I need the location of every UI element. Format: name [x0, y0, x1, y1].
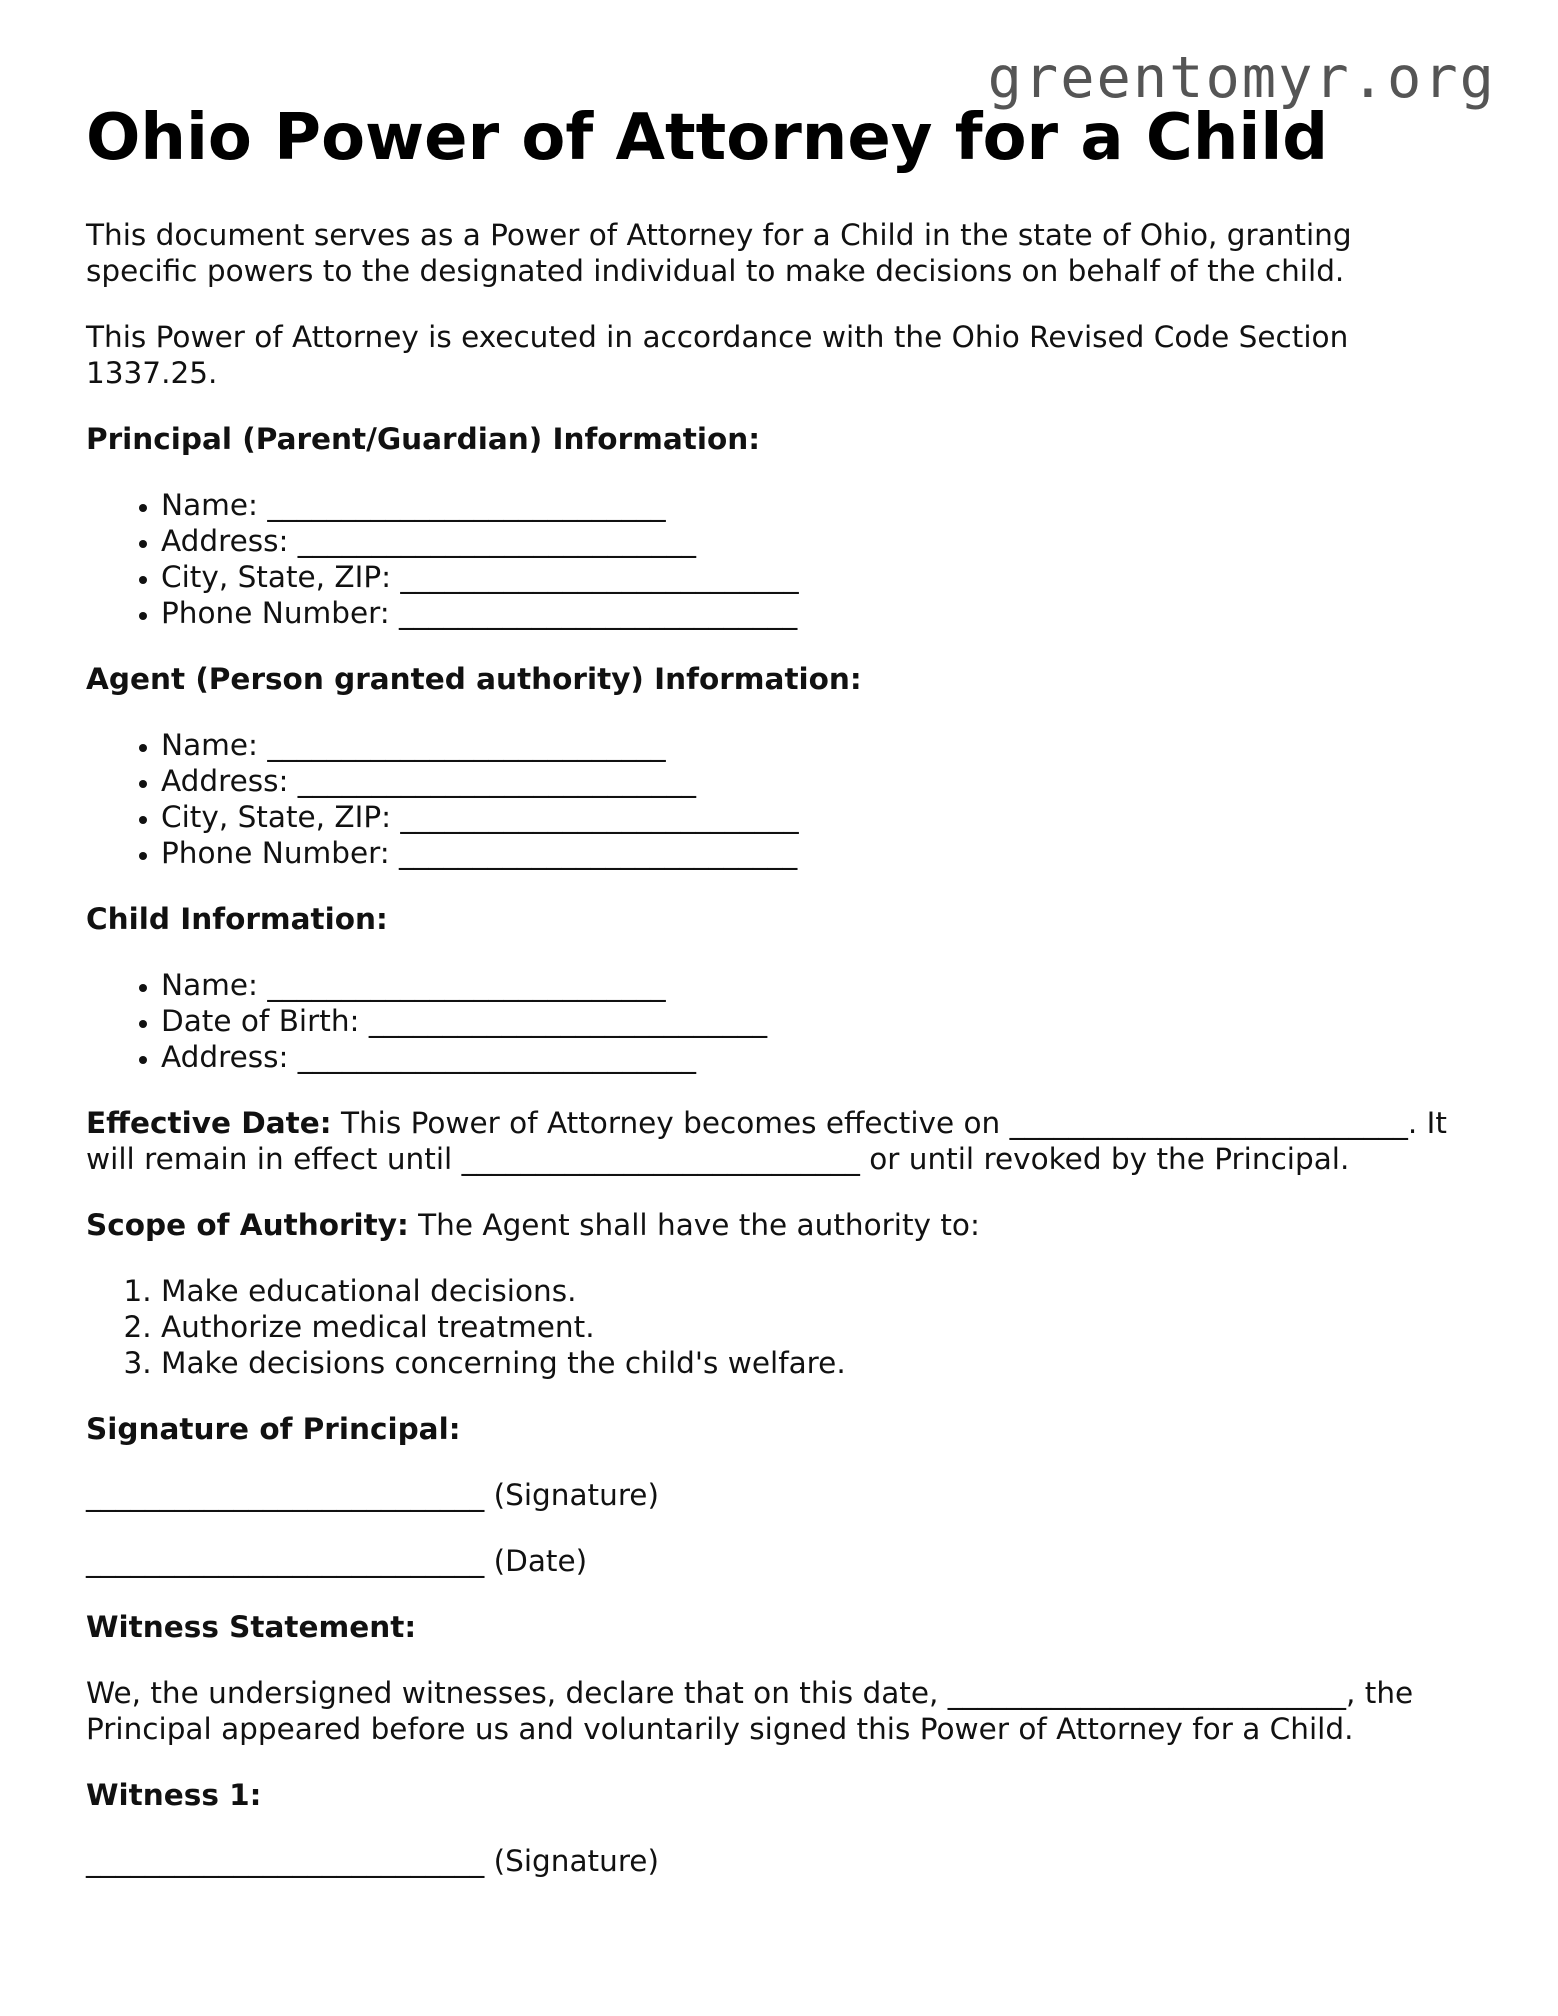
witness-statement-heading: Witness Statement: — [86, 1609, 417, 1644]
principal-date-line: ___________________________ (Date) — [86, 1543, 588, 1578]
child-dob-field: • Date of Birth: ___________________________ — [161, 1003, 1466, 1039]
child-address-field: • Address: ___________________________ — [161, 1039, 1466, 1075]
document-title: Ohio Power of Attorney for a Child — [86, 101, 1329, 175]
child-fields-list — [86, 967, 1466, 1075]
scope-item: 3. Make decisions concerning the child's welfare. — [161, 1345, 1466, 1381]
principal-name-field: • Name: ___________________________ — [161, 487, 1466, 523]
child-name-field: • Name: ___________________________ — [161, 967, 1466, 1003]
witness-statement-text: We, the undersigned witnesses, declare that on this date, ___________________________, the Principal appeared before us and voluntarily signed this Power of Attorney for a Child. — [86, 1675, 1414, 1746]
scope-list — [86, 1273, 1466, 1381]
effective-date-text: This Power of Attorney becomes effective on ___________________________. It will remain in effect until ___________________________ or until revoked by the Principal. — [86, 1105, 1447, 1176]
principal-address-field: • Address: ___________________________ — [161, 523, 1466, 559]
document-page — [86, 100, 1466, 1909]
principal-phone-field: • Phone Number: ___________________________ — [161, 595, 1466, 631]
witness-1-heading: Witness 1: — [86, 1777, 262, 1812]
signature-heading: Signature of Principal: — [86, 1411, 461, 1446]
scope-label: Scope of Authority: — [86, 1207, 409, 1242]
principal-fields-list — [86, 487, 1466, 631]
agent-name-field: • Name: ___________________________ — [161, 727, 1466, 763]
intro-paragraph-1: This document serves as a Power of Attorney for a Child in the state of Ohio, granting specific powers to the designated individual to make decisions on behalf of the child. — [86, 217, 1352, 288]
scope-item: 1. Make educational decisions. — [161, 1273, 1466, 1309]
principal-signature-line: ___________________________ (Signature) — [86, 1477, 659, 1512]
witness-1-signature-line: ___________________________ (Signature) — [86, 1843, 659, 1878]
scope-paragraph — [86, 1207, 1466, 1243]
intro-paragraph-2: This Power of Attorney is executed in accordance with the Ohio Revised Code Section 1337.25. — [86, 319, 1349, 390]
effective-date-label: Effective Date: — [86, 1105, 332, 1140]
agent-city-state-zip-field: • City, State, ZIP: ___________________________ — [161, 799, 1466, 835]
agent-fields-list — [86, 727, 1466, 871]
scope-text: The Agent shall have the authority to: — [408, 1207, 980, 1242]
agent-address-field: • Address: ___________________________ — [161, 763, 1466, 799]
effective-date-paragraph — [86, 1105, 1466, 1177]
scope-item: 2. Authorize medical treatment. — [161, 1309, 1466, 1345]
child-heading: Child Information: — [86, 901, 388, 936]
principal-heading: Principal (Parent/Guardian) Information: — [86, 421, 761, 456]
agent-heading: Agent (Person granted authority) Information: — [86, 661, 862, 696]
principal-city-state-zip-field: • City, State, ZIP: ___________________________ — [161, 559, 1466, 595]
watermark: greentomyr.org — [987, 45, 1496, 111]
agent-phone-field: • Phone Number: ___________________________ — [161, 835, 1466, 871]
